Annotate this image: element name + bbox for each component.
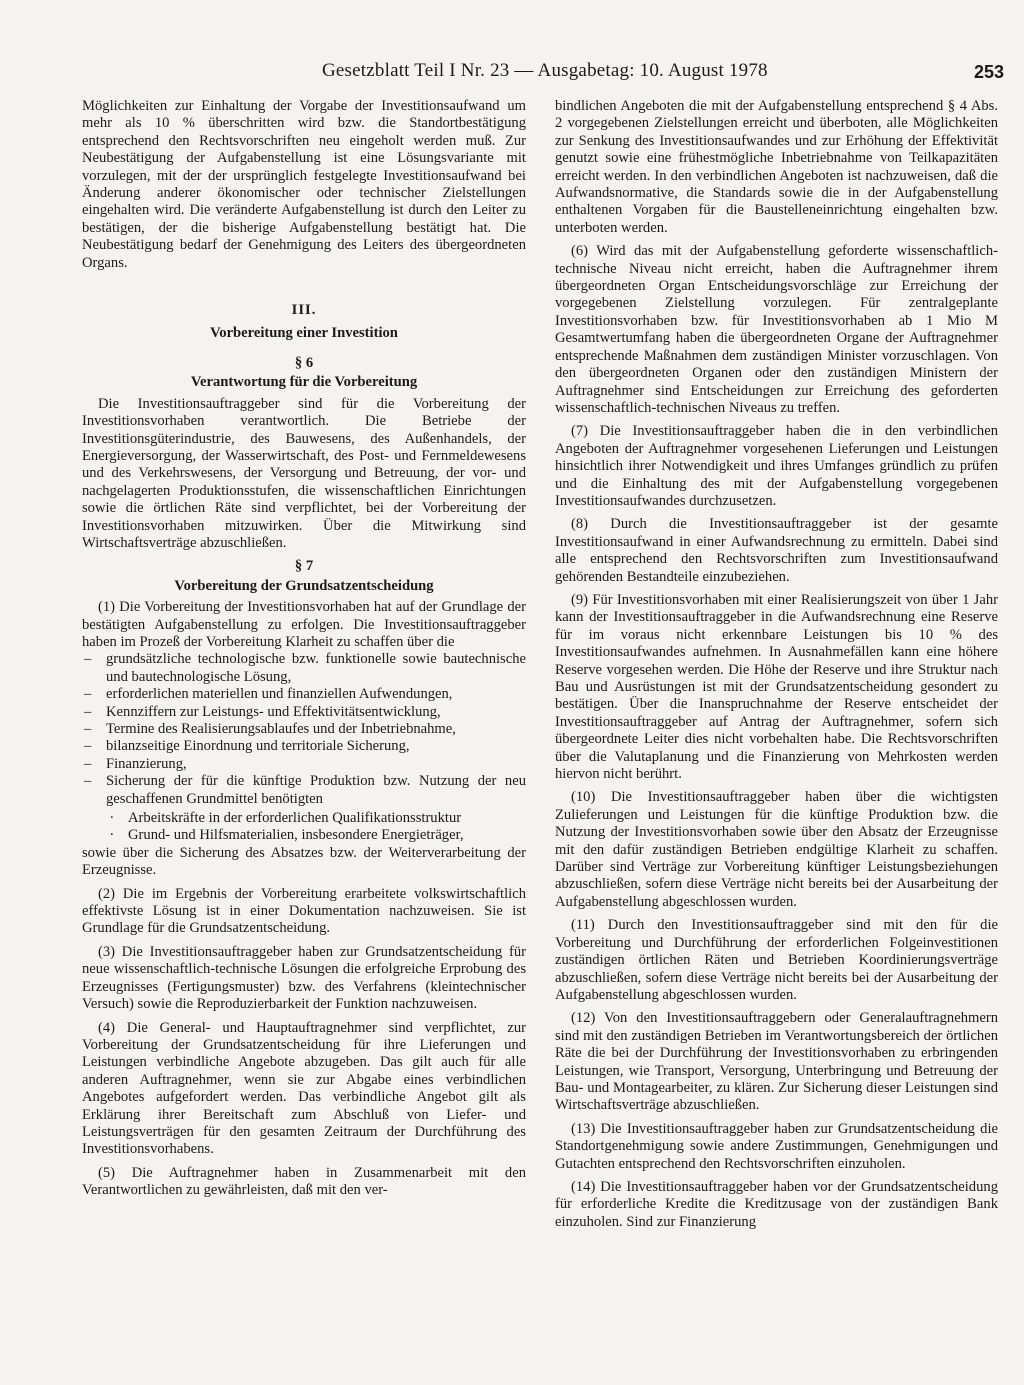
list-item: – Finanzierung, (82, 756, 526, 773)
sub-list-item: . Arbeitskräfte in der erforderlichen Qualifikationsstruktur (106, 810, 526, 827)
section-title: Vorbereitung einer Investition (210, 325, 398, 342)
paragraph-6-sign: § 6 (294, 354, 314, 371)
continued-paragraph: bindlichen Angeboten die mit der Aufgabenstellung entsprechend § 4 Abs. 2 vorgegebenen Zielstellungen erreicht und überboten, alle Möglichkeiten zur Senkung des Investitionsaufwandes und zur Erhöhung der Effektivität genutzt sowie eine frühestmögliche Inbetriebnahme von Teilkapazitäten erreicht werden. In den verbindlichen Angeboten ist nachzuweisen, daß die Aufwandsnormative, die Standards sowie die in der Aufgabenstellung enthaltenen Vorgaben für die Baustelleneinrichtung eingehalten bzw. unterboten werden. (555, 98, 998, 236)
section-number: III. (291, 302, 317, 319)
paragraph-7-13: (13) Die Investitionsauftraggeber haben zur Grundsatzentscheidung die Standortgenehmigung sowie andere Zustimmungen, Genehmigungen und Gutachten entsprechend den Rechtsvorschriften einzuholen. (555, 1120, 998, 1172)
paragraph-6-title: Verantwortung für die Vorbereitung (190, 374, 418, 391)
list-item: – Kennziffern zur Leistungs- und Effektivitätsentwicklung, (82, 704, 526, 721)
list-item: – Termine des Realisierungsablaufes und der Inbetriebnahme, (82, 721, 526, 738)
paragraph-7-9: (9) Für Investitionsvorhaben mit einer Realisierungszeit von über 1 Jahr kann der Investitionsauftraggeber in die Aufwandsrechnung eine Reserve für im voraus nicht erkennbare Leistungen bis 10 % des Investitionsaufwandes aufnehmen. In Ausnahmefällen kann eine höhere Reserve vorgesehen werden. Die Höhe der Reserve und ihre Struktur nach Bau und Ausrüstungen ist mit der Grundsatzentscheidung gesondert zu bestätigen. Über die Inanspruchnahme der Reserve entscheidet der Investitionsauftraggeber auf Antrag der Auftragnehmer, sofern sich übergeordnete Leiter dies nicht vorbehalten habe. Die Rechtsvorschriften über die Valutaplanung und die Finanzierung von Mehrkosten werden hiervon nicht berührt. (555, 591, 998, 783)
paragraph-7-1-list (82, 651, 526, 808)
gazette-title: Gesetzblatt Teil I Nr. 23 — Ausgabetag: 10. August 1978 (322, 60, 768, 81)
paragraph-7-11: (11) Durch den Investitionsauftraggeber sind mit den für die Vorbereitung und Durchführung der erforderlichen Folgeinvestitionen zuständigen örtlichen Räten und Betrieben Koordinierungsverträge abzuschließen, sofern diese Verträge nicht bereits bei der Ausarbeitung der Aufgabenstellung abgeschlossen wurden. (555, 917, 998, 1003)
list-item: – Sicherung der für die künftige Produktion bzw. Nutzung der neu geschaffenen Grundmittel benötigten (82, 773, 526, 808)
paragraph-7-7: (7) Die Investitionsauftraggeber haben die in den verbindlichen Angeboten der Auftragnehmer vorgesehenen Lieferungen und Leistungen hinsichtlich ihrer Notwendigkeit und ihres Umfanges gründlich zu prüfen und die Einhaltung des mit der Aufgabenstellung vorgegebenen Investitionsaufwandes durchzusetzen. (555, 423, 998, 509)
paragraph-7-12: (12) Von den Investitionsauftraggebern oder Generalauftragnehmern sind mit den zuständigen Betrieben im Verantwortungsbereich der örtlichen Räte die bei der Durchführung der Investitionsvorhaben zu erbringenden Leistungen, wie Transport, Versorgung, Unterbringung und Betreuung der Bau- und Montagearbeiter, zu klären. Zur Sicherung dieser Leistungen sind Wirtschaftsverträge abzuschließen. (555, 1010, 998, 1114)
paragraph-7-1: (1) Die Vorbereitung der Investitionsvorhaben hat auf der Grundlage der bestätigten Aufgabenstellung zu erfolgen. Die Investitionsauftraggeber haben im Prozeß der Vorbereitung Klarheit zu schaffen über die (82, 599, 526, 650)
right-column (555, 98, 998, 1237)
left-column (82, 98, 526, 1206)
paragraph-7-title: Vorbereitung der Grundsatzentscheidung (174, 577, 434, 594)
paragraph-7-8: (8) Durch die Investitionsauftraggeber ist der gesamte Investitionsaufwand in einer Aufwandsrechnung zu ermitteln. Dabei sind alle entsprechend den Rechtsvorschriften zum Investitionsaufwand gehörenden Bestandteile einzubeziehen. (555, 516, 998, 585)
paragraph-7-14: (14) Die Investitionsauftraggeber haben vor der Grundsatzentscheidung für erforderliche Kredite die Kreditzusage von der zuständigen Bank einzuholen. Sind zur Finanzierung (555, 1178, 998, 1230)
paragraph-7-2: (2) Die im Ergebnis der Vorbereitung erarbeitete volkswirtschaftlich effektivste Lösung ist in einer Dokumentation nachzuweisen. Sie ist Grundlage für die Grundsatzentscheidung. (82, 885, 526, 937)
list-item: – bilanzseitige Einordnung und territoriale Sicherung, (82, 738, 526, 755)
intro-paragraph: Möglichkeiten zur Einhaltung der Vorgabe der Investitionsaufwand um mehr als 10 % überschritten wird bzw. die Standortbestätigung entsprechend den Rechtsvorschriften neu eingeholt werden muß. Zur Neubestätigung der Aufgabenstellung ist eine Lösungsvariante mit vorzulegen, mit der der ursprünglich festgelegte Investitionsaufwand bei Änderung anderer ökonomischer oder technischer Zielstellungen eingehalten wird. Die veränderte Aufgabenstellung ist durch den Leiter zu bestätigen, der die bisherige Aufgabenstellung bestätigt hat. Die Neubestätigung bedarf der Genehmigung des Leiters des übergeordneten Organs. (82, 98, 526, 271)
page-header (82, 60, 1004, 86)
paragraph-6-text: Die Investitionsauftraggeber sind für die Vorbereitung der Investitionsvorhaben verantwortlich. Die Betriebe der Investitionsgüterindustrie, des Bauwesens, des Außenhandels, der Energieversorgung, der Wasserwirtschaft, des Post- und Fernmeldewesens und des Verkehrswesens, der Versorgung und Betreuung, der vor- und nachgelagerten Produktionsstufen, die wissenschaftlichen Einrichtungen sowie die örtlichen Räte sind verpflichtet, bei der Vorbereitung der Investitionsvorhaben mitzuwirken. Über die Mitwirkung sind Wirtschaftsverträge abzuschließen. (82, 395, 526, 551)
list-item: – erforderlichen materiellen und finanziellen Aufwendungen, (82, 686, 526, 703)
paragraph-7-5: (5) Die Auftragnehmer haben in Zusammenarbeit mit den Verantwortlichen zu gewährleisten, daß mit den ver- (82, 1164, 526, 1199)
paragraph-7-sign: § 7 (294, 558, 314, 575)
paragraph-7-1-sublist (82, 810, 526, 845)
paragraph-7-1-closing: sowie über die Sicherung des Absatzes bzw. der Weiterverarbeitung der Erzeugnisse. (82, 844, 526, 879)
paragraph-7-4: (4) Die General- und Hauptauftragnehmer sind verpflichtet, zur Vorbereitung der Grundsatzentscheidung für ihre Lieferungen und Leistungen verbindliche Angebote abzugeben. Das gilt auch für alle anderen Auftragnehmer, wenn sie zur Abgabe eines verbindlichen Angebotes aufgefordert werden. Das verbindliche Angebot gilt als Erklärung ihrer Bereitschaft zum Abschluß von Liefer- und Leistungsverträgen für den gesamten Zeitraum der Durchführung des Investitionsvorhabens. (82, 1019, 526, 1158)
paragraph-7-6: (6) Wird das mit der Aufgabenstellung geforderte wissenschaftlich-technische Niveau nicht erreicht, haben die Auftragnehmer ihrem übergeordneten Organ Entscheidungsvorschläge zur Erreichung der vorgegebenen Zielstellung vorzulegen. Für zentralgeplante Investitionsvorhaben bzw. für Investitionsvorhaben ab 1 Mio M Gesamtwertumfang haben die übergeordneten Organe der Auftragnehmer entsprechende Maßnahmen dem zuständigen Minister vorzuschlagen. Von den übergeordneten Organen oder den zuständigen Ministern der Auftragnehmer sind Entscheidungen zur Erreichung des geforderten wissenschaftlich-technischen Niveaus zu treffen. (555, 243, 998, 416)
paragraph-7-10: (10) Die Investitionsauftraggeber haben über die wichtigsten Zulieferungen und Leistungen für die künftige Produktion bzw. die Nutzung der Investitionsvorhaben sowie über den Absatz der Erzeugnisse mit den dafür zuständigen Betrieben endgültige Klarheit zu schaffen. Darüber sind Verträge zur Vorbereitung künftiger Leistungsbeziehungen abzuschließen, sofern diese Verträge nicht bereits bei der Ausarbeitung der Aufgabenstellung abgeschlossen wurden. (555, 789, 998, 910)
list-item: – grundsätzliche technologische bzw. funktionelle sowie bautechnische und bautechnologische Lösung, (82, 651, 526, 686)
paragraph-7-3: (3) Die Investitionsauftraggeber haben zur Grundsatzentscheidung für neue wissenschaftlich-technische Lösungen die erfolgreiche Erprobung des Erzeugnisses (Fertigungsmuster) bzw. des Verfahrens (kleintechnischer Versuch) sowie die Reproduzierbarkeit der Funktion nachzuweisen. (82, 943, 526, 1013)
page-number: 253 (973, 62, 1004, 82)
sub-list-item: . Grund- und Hilfsmaterialien, insbesondere Energieträger, (106, 827, 526, 844)
